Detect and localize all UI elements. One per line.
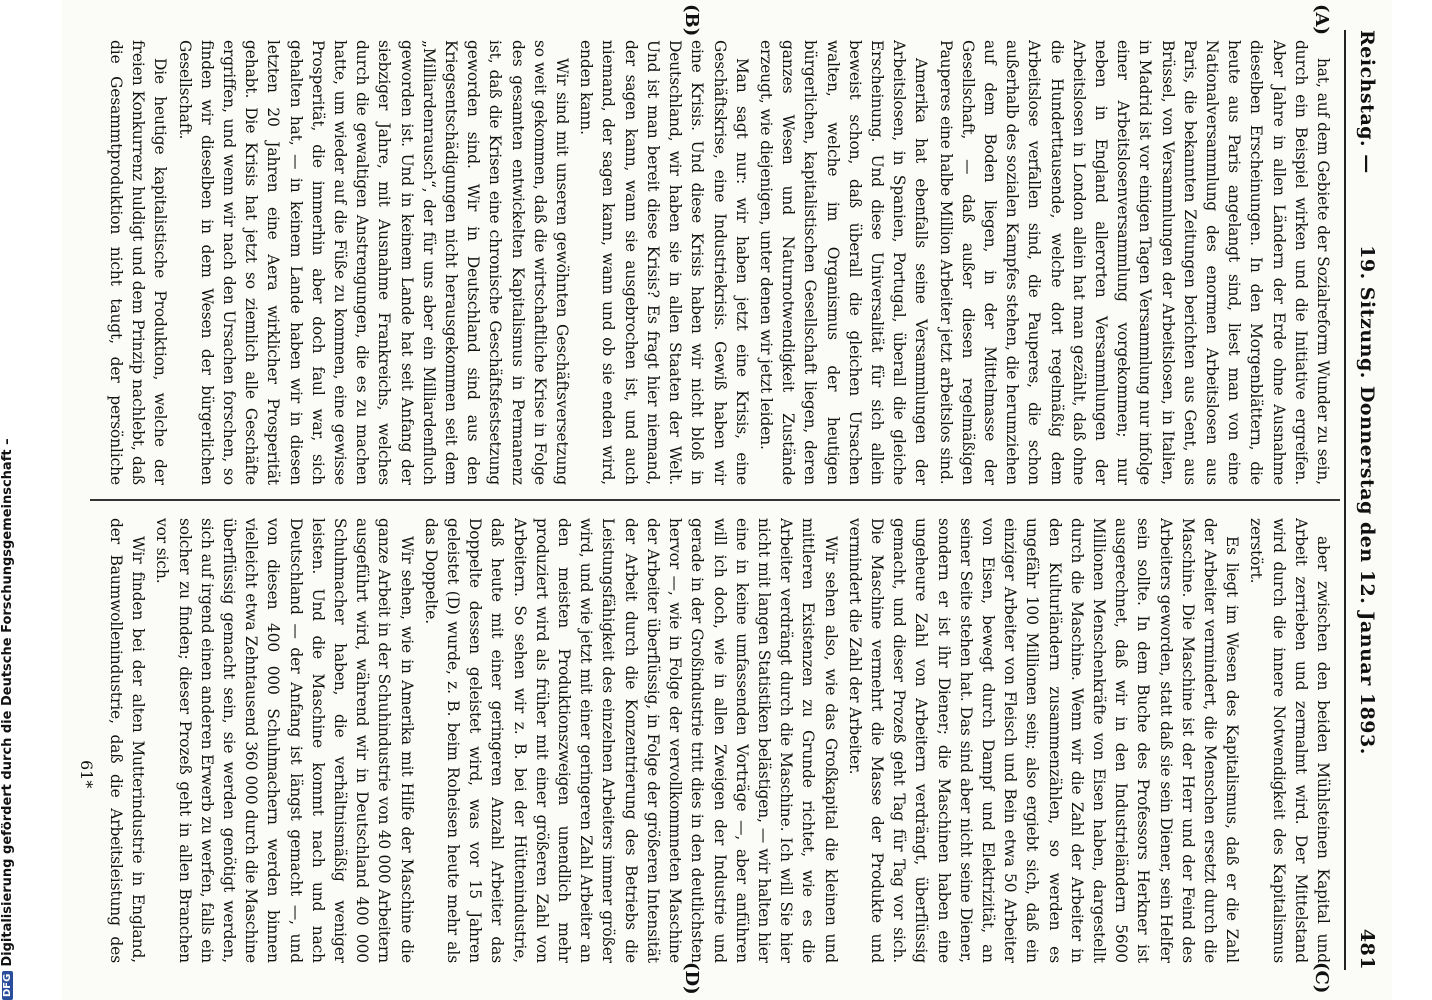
signature-mark: 61* xyxy=(77,760,96,789)
page-number: 481 xyxy=(1356,928,1378,970)
paragraph: Wir sehen, wie in Amerika mit Hilfe der Maschine die ganze Arbeit in der Schuhindustrie von 40 000 Arbeitern ausgeführt wird, während wir in Deutschland 400 000 Schuhmacher haben, die verhältnismäßig weniger leisten. Und die Maschine kommt nach und nach Deutschland — der Anfang ist längst gemacht —, und von diesen 400 000 Schuhmachern werden binnen vielleicht etwa Zehntausend 360 000 durch die Maschine überflüssig gemacht sein, sie werden genötigt werden, sich auf irgend einen anderen Erwerb zu werfen, falls ein solcher zu finden; dieser Prozeß geht in allen Branchen vor sich. xyxy=(153,518,416,963)
column-divider xyxy=(90,499,1340,501)
dfg-logo: DFG xyxy=(2,971,13,1000)
paragraph: hat, auf dem Gebiete der Sozialreform Wunder zu sein, durch ein Beispiel wirken und die Initiative ergreifen. Aber Jahre in allen Ländern der Erde ohne Ausnahme dieselben Erscheinungen. In den Morgenblättern, die heute aus Paris angelangt sind, liest man von eine Nationalversammlung des enormen Arbeitslosen aus Paris, die bekannten Zeitungen berichten aus Gent, aus Brüssel, von Versammlungen der Arbeitslosen, in Italien, in Madrid ist vor einigen Tagen Versammlung nur infolge einer Arbeitslosenversammlung vorgekommen; nur neben in England allerorten Versammlungen der Arbeitslosen in London allein hat man gezählt, daß ohne die Hunderttausende, welche dort regelmäßig dem Arbeitslose verfallen sind, die Pauperes, die schon außerhalb des sozialen Kampfes stehen, die herumziehen auf dem Boden liegen, in der Mittelmasse der Gesellschaft, — daß außer diesen regelmäßigen Pauperes eine halbe Million Arbeiter jetzt arbeitslos sind. xyxy=(936,40,1332,485)
header-left: Reichstag. — xyxy=(1356,30,1378,174)
paragraph: Man sagt nur: wir haben jetzt eine Krisis, eine Geschäftskrise, eine Industriekrisis. Gewiß haben wir eine Krisis. Und diese Krisis haben wir nicht bloß in Deutschland, wir haben sie in allen Staaten der Welt. Und ist man bereit diese Krisis? Es fragt hier niemand, der sagen kann, wann sie ausgebrochen ist, und auch niemand, der sagen kann, wann und ob sie enden wird, enden kann. xyxy=(577,40,751,485)
digitization-credit xyxy=(0,0,18,1000)
margin-mark-c: (C) xyxy=(1311,962,1332,994)
scanned-page xyxy=(62,0,1392,1000)
paragraph: Es liegt im Wesen des Kapitalismus, daß er die Zahl der Arbeiter vermindert, die Menschen ersetzt durch die Maschine. Die Maschine ist der Herr und der Feind des Arbeiters geworden, statt daß sie sein Diener, sein Helfer sein sollte. In dem Buche des Professors Herkner ist ausgerechnet, daß wir in den Industrieländern 5600 Millionen Menschenkräfte von Eisen haben, dargestellt durch die Maschine. Wenn wir die Zahl der Arbeiter in den Kulturländern zusammenzählen, so werden es ungefähr 100 Millionen sein; also ergiebt sich, daß ein einziger Arbeiter von Fleisch und Bein etwa 50 Arbeiter von Eisen, bewegt durch Dampf und Elektrizität, an seiner Seite stehen hat. Das sind aber nicht seine Diener, sondern er ist ihr Diener; die Maschinen haben eine ungeheure Zahl von Arbeitern verdrängt, überflüssig gemacht, und dieser Prozeß geht Tag für Tag vor sich. Die Maschine vermehrt die Masse der Produkte und vermindert die Zahl der Arbeiter. xyxy=(845,518,1242,963)
margin-mark-b: (B) xyxy=(681,4,702,37)
paragraph: Wir sind mit unseren gewöhnten Geschäftsversetzung so weit gekommen, daß die wirtschaftliche Krise in Folge des gesamten entwickelten Kapitalismus in Permanenz ist, daß die Krisen eine chronische Geschäftsfestsetzung geworden sind. Wir in Deutschland sind aus den Kriegsentschädigungen nicht herausgekommen seit dem „Milliardenrausch“, der für uns aber ein Milliardenfluch geworden ist. Und in keinem Lande hat seit Anfang der siebziger Jahre, mit Ausnahme Frankreichs, welches durch die gewaltigen Anstrengungen, die es zu machen hatte, um wieder auf die Füße zu kommen, eine gewisse Prosperität, die immerhin aber doch faul war, sich gehalten hat, — in keinem Lande haben wir in diesen letzten 20 Jahren eine Aera wirklicher Prosperität gehabt. Die Krisis hat jetzt so ziemlich alle Geschäfte ergriffen, und wenn wir nach den Ursachen forschen, so finden wir dieselben in dem Wesen der bürgerlichen Gesellschaft. xyxy=(175,40,572,485)
page-header xyxy=(1350,30,1378,970)
right-column xyxy=(104,518,1334,963)
margin-mark-a: (A) xyxy=(1311,4,1332,35)
digitization-credit-text: Digitalisierung gefördert durch die Deutsche Forschungsgemeinschaft – xyxy=(0,438,15,967)
margin-mark-d: (D) xyxy=(681,962,702,995)
paragraph: Die heutige kapitalistische Produktion, welche der freien Konkurrenz huldigt und dem Prinzip nachlebt, daß die Gesammtproduktion nicht taugt, der persönliche xyxy=(107,40,170,485)
header-rule xyxy=(1344,30,1346,970)
paragraph: aber zwischen den beiden Mühlsteinen Kapital und Arbeit zerrieben und zermalmt wird. Der Mittelstand wird durch die innere Notwendigkeit des Kapitalismus zerstört. xyxy=(1247,518,1332,963)
paragraph: Amerika hat ebenfalls seine Versammlungen der Arbeitslosen, in Spanien, Portugal, überall die gleiche Erscheinung. Und diese Universalität für sich allein beweist schon, daß überall die gleichen Ursachen walten, welche im Organismus der heutigen bürgerlichen, kapitalistischen Gesellschaft liegen, deren ganzes Wesen und Naturnotwendigkeit Zustände erzeugt, wie diejenigen, unter denen wir jetzt leiden. xyxy=(756,40,931,485)
paragraph: Wir sehen also, wie das Großkapital die kleinen und mittleren Existenzen zu Grunde richtet, wie es die Arbeiter verdrängt durch die Maschine. Ich will Sie hier nicht mit langen Statistiken belästigen, — wir halten hier eine in keine umfassenden Vorträge —, aber anführen will ich doch, wie in allen Zweigen der Industrie und gerade in der Großindustrie tritt dies in den deutlichsten hervor —, wie in Folge der vervollkommneten Maschine der Arbeiter überflüssig, in Folge der größeren Intensität der Arbeit durch die Konzentrierung des Betriebs die Leistungsfähigkeit des einzelnen Arbeiters immer größer wird, und wie jetzt mit einer geringeren Zahl Arbeiter an den meisten Produktionszweigen unendlich mehr produziert wird als früher mit einer größeren Zahl von Arbeitern. So sehen wir z. B. bei der Hüttenindustrie, daß heute mit einer geringeren Anzahl Arbeiter das Doppelte dessen geleistet wird, was vor 15 Jahren geleistet (D) wurde, z. B. beim Roheisen heute mehr als das Doppelte. xyxy=(421,518,840,963)
header-center: 19. Sitzung. Donnerstag den 12. Januar 1893. xyxy=(1356,245,1378,755)
left-column xyxy=(104,40,1334,485)
paragraph: Wir finden bei der alten Mutterindustrie in England, der Baumwollenindustrie, daß die Arbeitsleistung des xyxy=(107,518,148,963)
